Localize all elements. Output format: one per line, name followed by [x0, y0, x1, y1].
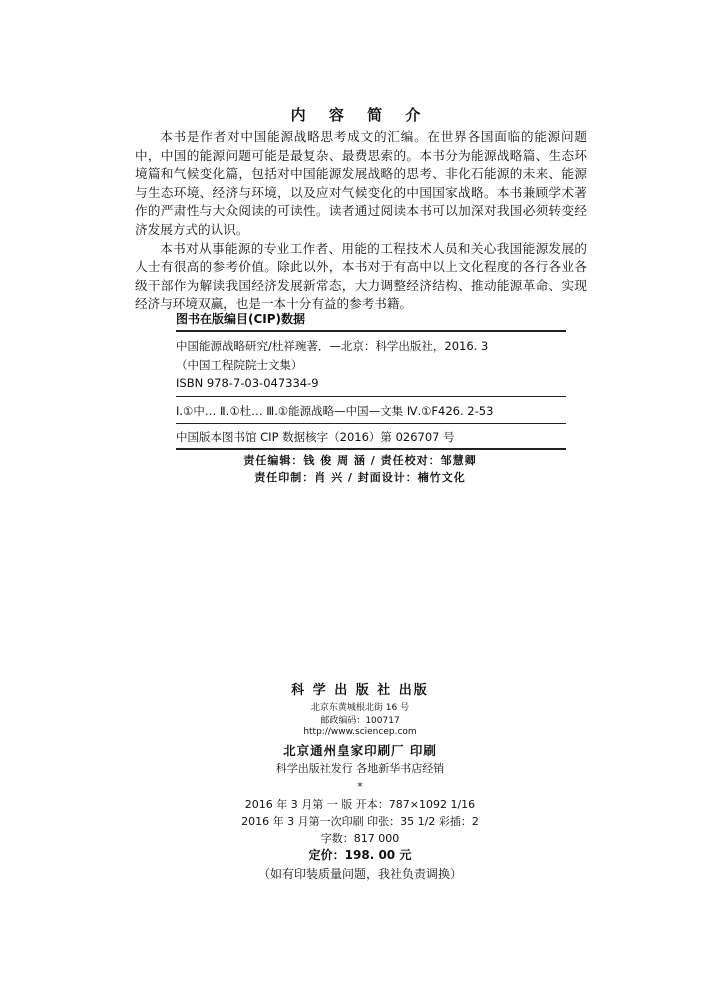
cip-line: 中国版本图书馆 CIP 数据核字（2016）第 026707 号	[176, 430, 455, 444]
cip-line: 中国能源战略研究/杜祥琬著．—北京：科学出版社，2016. 3	[176, 339, 489, 353]
printing-info: 2016 年 3 月第一次印刷 印张：35 1/2 彩插：2	[241, 815, 479, 828]
cip-bottom-rule	[176, 448, 566, 450]
printer: 北京通州皇家印刷厂 印刷	[283, 743, 437, 758]
separator-star: *	[357, 780, 363, 793]
intro-paragraph: 本书对从事能源的专业工作者、用能的工程技术人员和关心我国能源发展的人士有很高的参考价值。除此以外，本书对于有高中以上文化程度的各行各业各级干部作为解读我国经济发展新常态，大力调整经济结构、推动能源革命、实现经济与环境双赢，也是一本十分有益的参考书籍。	[135, 240, 587, 312]
intro-title: 内 容 简 介	[290, 106, 430, 124]
edition-info: 2016 年 3 月第 一 版 开本：787×1092 1/16	[244, 798, 476, 811]
cip-rule	[176, 423, 566, 424]
intro-section	[135, 128, 587, 314]
postcode: 邮政编码：100717	[320, 716, 400, 726]
website: http://www.sciencep.com	[303, 727, 417, 737]
word-count: 字数：817 000	[320, 832, 400, 845]
credits-production: 责任印制：肖 兴 / 封面设计：楠竹文化	[254, 471, 466, 484]
cip-title: 图书在版编目(CIP)数据	[176, 312, 306, 326]
publisher-name: 科 学 出 版 社 出版	[291, 683, 429, 698]
cip-line: ISBN 978-7-03-047334-9	[176, 376, 319, 390]
publisher-address: 北京东黄城根北街 16 号	[310, 703, 410, 713]
distribution: 科学出版社发行 各地新华书店经销	[275, 762, 445, 775]
intro-paragraph: 本书是作者对中国能源战略思考成文的汇编。在世界各国面临的能源问题中，中国的能源问题可能是最复杂、最费思索的。本书分为能源战略篇、生态环境篇和气候变化篇，包括对中国能源发展战略的思考、非化石能源的未来、能源与生态环境、经济与环境，以及应对气候变化的中国国家战略。本书兼顾学术著作的严肃性与大众阅读的可读性。读者通过阅读本书可以加深对我国必须转变经济发展方式的认识。	[135, 129, 587, 237]
quality-notice: （如有印装质量问题，我社负责调换）	[257, 867, 462, 881]
credits-editors: 责任编辑：钱 俊 周 涵 / 责任校对：邹慧卿	[243, 454, 477, 467]
price: 定价：198. 00 元	[308, 848, 412, 862]
cip-line: Ⅰ.①中… Ⅱ.①杜… Ⅲ.①能源战略—中国—文集 Ⅳ.①F426. 2-53	[176, 404, 494, 418]
cip-rule	[176, 396, 566, 397]
cip-top-rule	[176, 330, 566, 332]
cip-line: （中国工程院院士文集）	[176, 358, 303, 372]
